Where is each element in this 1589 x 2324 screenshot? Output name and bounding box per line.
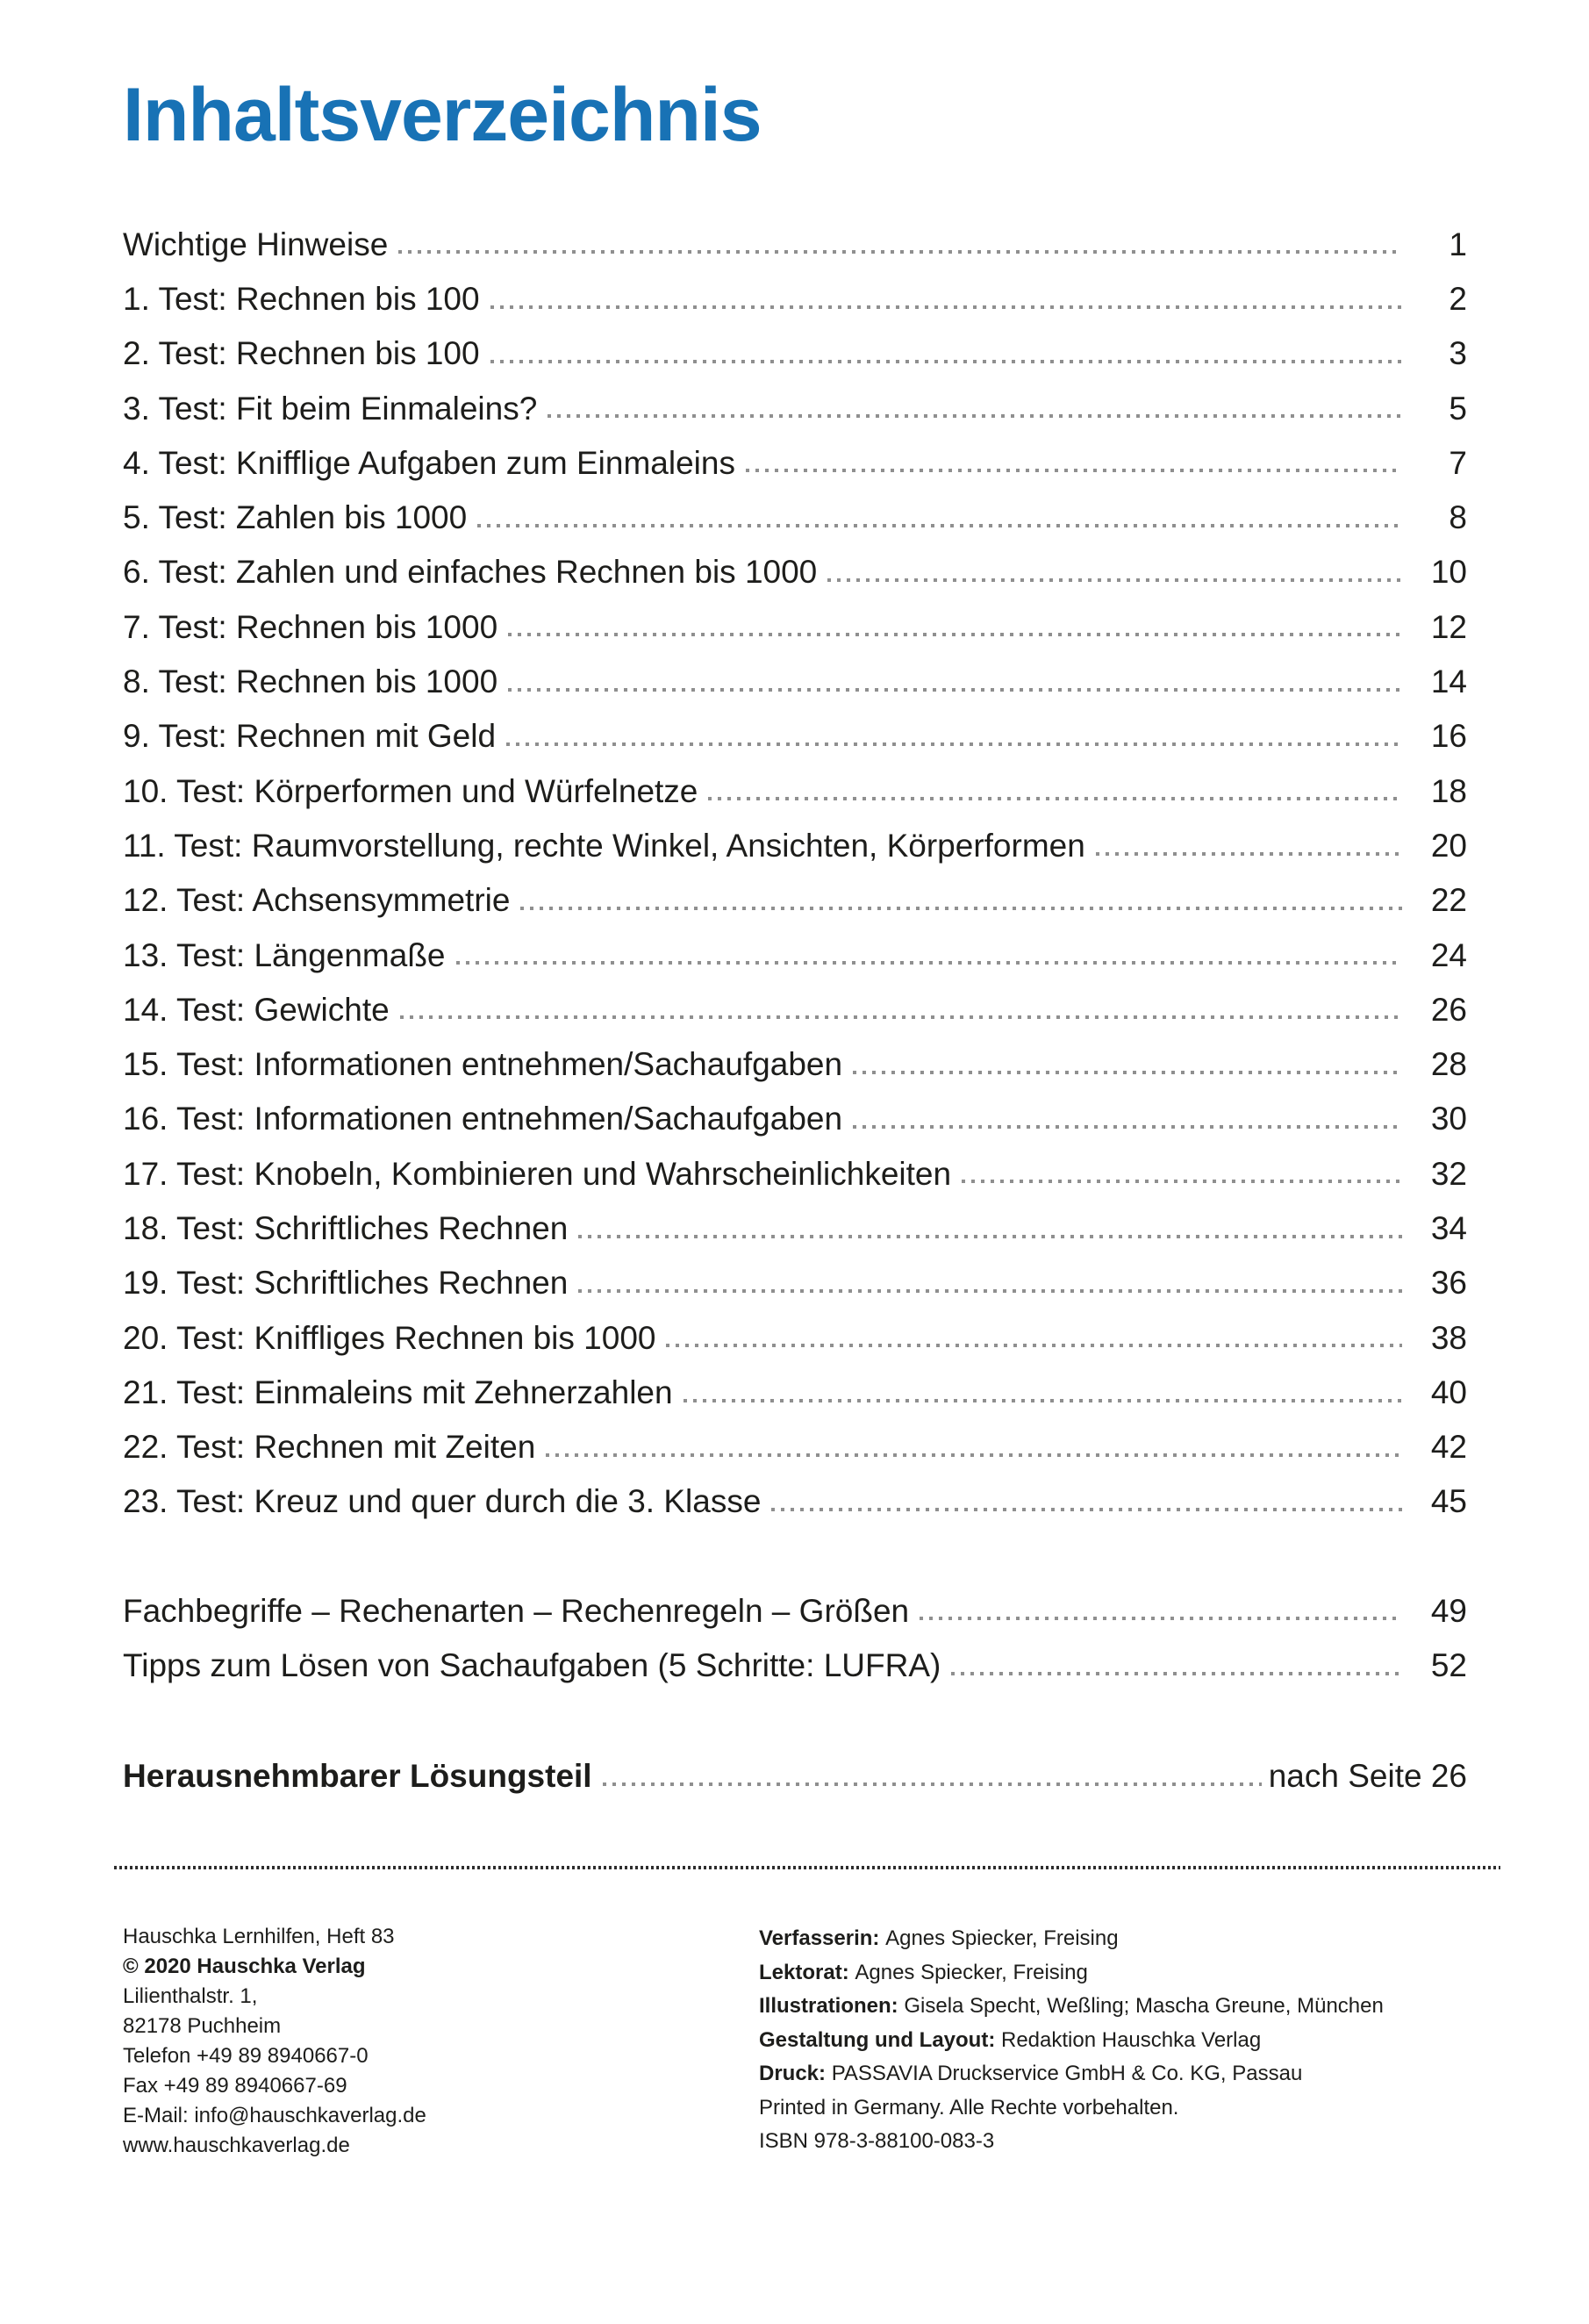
- toc-entry-label: 6. Test: Zahlen und einfaches Rechnen bis 1000: [123, 554, 818, 591]
- toc-entry-label: 20. Test: Kniffliges Rechnen bis 1000: [123, 1319, 656, 1356]
- toc-entry-label: 16. Test: Informationen entnehmen/Sachaufgaben: [123, 1101, 843, 1137]
- dotted-leader: [853, 1071, 1402, 1074]
- dotted-leader: [456, 961, 1402, 965]
- imprint-line-label: Gestaltung und Layout:: [759, 2027, 1001, 2052]
- toc-entry-page: 5: [1449, 390, 1467, 427]
- toc-entry-page: 38: [1430, 1319, 1467, 1356]
- imprint-line-value: Agnes Spiecker, Freising: [855, 1960, 1088, 1984]
- toc-entry-label: 8. Test: Rechnen bis 1000: [123, 663, 498, 700]
- imprint-line-value: PASSAVIA Druckservice GmbH & Co. KG, Passau: [831, 2062, 1303, 2086]
- toc-entry-label: 19. Test: Schriftliches Rechnen: [123, 1265, 569, 1302]
- imprint-line-label: Verfasserin:: [759, 1926, 886, 1951]
- dotted-leader: [520, 907, 1402, 910]
- toc-entry: [123, 1084, 1467, 1138]
- imprint-line: [759, 1990, 1467, 2024]
- toc-entry-page: 26: [1430, 991, 1467, 1028]
- dotted-leader: [546, 1453, 1402, 1457]
- dotted-leader: [827, 578, 1402, 582]
- imprint-line-label: Lektorat:: [759, 1960, 855, 1984]
- dotted-leader: [506, 742, 1402, 746]
- imprint-line: Telefon +49 89 8940667-0: [123, 2044, 369, 2069]
- toc-entry-label: Herausnehmbarer Lösungsteil: [123, 1758, 592, 1795]
- toc-entry-label: 4. Test: Knifflige Aufgaben zum Einmaleins: [123, 444, 735, 481]
- dotted-leader: [508, 633, 1402, 636]
- dotted-leader: [962, 1180, 1402, 1183]
- toc-entry-label: Fachbegriffe – Rechenarten – Rechenregeln – Größen: [123, 1592, 910, 1629]
- toc-entry-label: 21. Test: Einmaleins mit Zehnerzahlen: [123, 1374, 673, 1410]
- imprint-left-column: [123, 1922, 759, 2161]
- page-title: Inhaltsverzeichnis: [123, 73, 762, 157]
- toc-entry-page: 8: [1449, 499, 1467, 536]
- toc-entry-page: 10: [1430, 554, 1467, 591]
- dotted-leader: [1096, 852, 1402, 856]
- imprint-line: 82178 Puchheim: [123, 2014, 282, 2039]
- imprint-line-value: Redaktion Hauschka Verlag: [1001, 2027, 1262, 2052]
- toc-entry-page: 34: [1430, 1209, 1467, 1246]
- toc-entry-label: 22. Test: Rechnen mit Zeiten: [123, 1429, 536, 1466]
- toc-entry: [123, 209, 1467, 263]
- toc-entry-label: 2. Test: Rechnen bis 100: [123, 335, 480, 372]
- imprint-line: [759, 2091, 1467, 2126]
- imprint-line: E-Mail: info@hauschkaverlag.de: [123, 2104, 426, 2128]
- toc-entry-page: 1: [1449, 226, 1467, 262]
- dotted-leader: [508, 688, 1402, 692]
- toc-entry-label: 10. Test: Körperformen und Würfelnetze: [123, 772, 698, 809]
- toc-entry: [123, 974, 1467, 1029]
- toc-solutions-entry: [123, 1741, 1467, 1796]
- toc-entry: [123, 373, 1467, 427]
- imprint-line: [759, 2057, 1467, 2091]
- toc-entry-page: 40: [1430, 1374, 1467, 1410]
- toc-entry-label: 13. Test: Längenmaße: [123, 936, 446, 973]
- imprint-line: [759, 1922, 1467, 1956]
- toc-entry: [123, 1467, 1467, 1521]
- dotted-leader: [548, 414, 1402, 418]
- dotted-leader: [578, 1235, 1402, 1238]
- toc-entry: [123, 1248, 1467, 1302]
- imprint-line: [759, 2024, 1467, 2058]
- toc-entry: [123, 756, 1467, 810]
- imprint-line: © 2020 Hauschka Verlag: [123, 1955, 366, 1979]
- imprint-right-column: [759, 1922, 1467, 2161]
- imprint-line: Hauschka Lernhilfen, Heft 83: [123, 1925, 395, 1949]
- toc-entry: [123, 482, 1467, 536]
- toc-entry: [123, 646, 1467, 700]
- imprint-line-value: ISBN 978-3-88100-083-3: [759, 2129, 995, 2154]
- toc-list: [123, 209, 1467, 1521]
- toc-entry: [123, 537, 1467, 592]
- toc-entry: [123, 1138, 1467, 1193]
- toc-entry: [123, 920, 1467, 974]
- imprint-line: www.hauschkaverlag.de: [123, 2134, 350, 2158]
- toc-entry-label: 7. Test: Rechnen bis 1000: [123, 608, 498, 645]
- toc-solutions: [123, 1741, 1467, 1796]
- toc-entry-label: Wichtige Hinweise: [123, 226, 389, 262]
- toc-entry-page: 2: [1449, 280, 1467, 317]
- dotted-leader: [853, 1125, 1402, 1129]
- imprint-line-label: Illustrationen:: [759, 1994, 905, 2019]
- imprint-line: [759, 2125, 1467, 2159]
- imprint-line-value: Printed in Germany. Alle Rechte vorbehalten.: [759, 2095, 1179, 2120]
- toc-entry: [123, 865, 1467, 920]
- toc-entry-label: 9. Test: Rechnen mit Geld: [123, 718, 497, 755]
- toc-entry-page: 24: [1430, 936, 1467, 973]
- toc-entry-page: nach Seite 26: [1268, 1758, 1467, 1795]
- toc-entry-label: 14. Test: Gewichte: [123, 991, 390, 1028]
- toc-entry-page: 52: [1430, 1647, 1467, 1684]
- dotted-leader: [477, 524, 1402, 527]
- toc-entry-label: 15. Test: Informationen entnehmen/Sachaufgaben: [123, 1046, 843, 1083]
- toc-entry-label: 18. Test: Schriftliches Rechnen: [123, 1209, 569, 1246]
- dotted-leader: [746, 469, 1402, 472]
- imprint-line-value: Gisela Specht, Weßling; Mascha Greune, München: [904, 1994, 1384, 2019]
- toc-entry: [123, 263, 1467, 318]
- toc-extra-entry: [123, 1630, 1467, 1684]
- imprint-line-value: Agnes Spiecker, Freising: [885, 1926, 1119, 1951]
- toc-entry-label: 5. Test: Zahlen bis 1000: [123, 499, 468, 536]
- imprint-section: [123, 1922, 1467, 2161]
- toc-entry-label: 17. Test: Knobeln, Kombinieren und Wahrscheinlichkeiten: [123, 1155, 952, 1192]
- toc-entry-page: 3: [1449, 335, 1467, 372]
- toc-entry-label: 3. Test: Fit beim Einmaleins?: [123, 390, 538, 427]
- toc-entry: [123, 1412, 1467, 1467]
- toc-entry-page: 22: [1430, 882, 1467, 919]
- toc-entry: [123, 701, 1467, 756]
- toc-extras-list: [123, 1575, 1467, 1685]
- dotted-leader: [398, 250, 1402, 254]
- toc-entry-page: 12: [1430, 608, 1467, 645]
- imprint-line-label: Druck:: [759, 2062, 832, 2086]
- dotted-leader: [490, 360, 1402, 363]
- toc-entry: [123, 1029, 1467, 1083]
- toc-entry-page: 20: [1430, 827, 1467, 864]
- dotted-leader: [708, 797, 1402, 800]
- toc-entry-page: 7: [1449, 444, 1467, 481]
- imprint-line: Fax +49 89 8940667-69: [123, 2074, 347, 2098]
- dotted-leader: [684, 1399, 1402, 1402]
- toc-entry-label: 1. Test: Rechnen bis 100: [123, 280, 480, 317]
- toc-entry-page: 45: [1430, 1483, 1467, 1520]
- toc-entry: [123, 810, 1467, 864]
- dotted-leader: [666, 1344, 1402, 1347]
- toc-entry-label: 23. Test: Kreuz und quer durch die 3. Klasse: [123, 1483, 762, 1520]
- toc-entry: [123, 1357, 1467, 1411]
- document-page: [0, 73, 1589, 2324]
- dotted-leader: [771, 1508, 1402, 1511]
- toc-entry-page: 49: [1430, 1592, 1467, 1629]
- toc-entry-label: Tipps zum Lösen von Sachaufgaben (5 Schritte: LUFRA): [123, 1647, 941, 1684]
- toc-entry-page: 32: [1430, 1155, 1467, 1192]
- toc-entry-page: 30: [1430, 1101, 1467, 1137]
- imprint-line: [759, 1956, 1467, 1990]
- dotted-leader: [578, 1289, 1402, 1293]
- dotted-leader: [603, 1782, 1262, 1786]
- divider-dotted-line: [114, 1866, 1500, 1869]
- toc-entry: [123, 1302, 1467, 1357]
- toc-entry-page: 14: [1430, 663, 1467, 700]
- dotted-leader: [951, 1672, 1402, 1675]
- toc-entry-page: 18: [1430, 772, 1467, 809]
- dotted-leader: [920, 1617, 1402, 1620]
- toc-extra-entry: [123, 1575, 1467, 1630]
- toc-entry-page: 28: [1430, 1046, 1467, 1083]
- toc-entry: [123, 592, 1467, 646]
- toc-entry: [123, 427, 1467, 482]
- toc-entry-label: 12. Test: Achsensymmetrie: [123, 882, 511, 919]
- imprint-line: Lilienthalstr. 1,: [123, 1984, 258, 2009]
- toc-entry: [123, 319, 1467, 373]
- dotted-leader: [400, 1015, 1402, 1019]
- toc-entry-label: 11. Test: Raumvorstellung, rechte Winkel, Ansichten, Körperformen: [123, 827, 1085, 864]
- toc-entry-page: 16: [1430, 718, 1467, 755]
- toc-entry: [123, 1193, 1467, 1247]
- toc-entry-page: 36: [1430, 1265, 1467, 1302]
- dotted-leader: [490, 305, 1402, 309]
- toc-entry-page: 42: [1430, 1429, 1467, 1466]
